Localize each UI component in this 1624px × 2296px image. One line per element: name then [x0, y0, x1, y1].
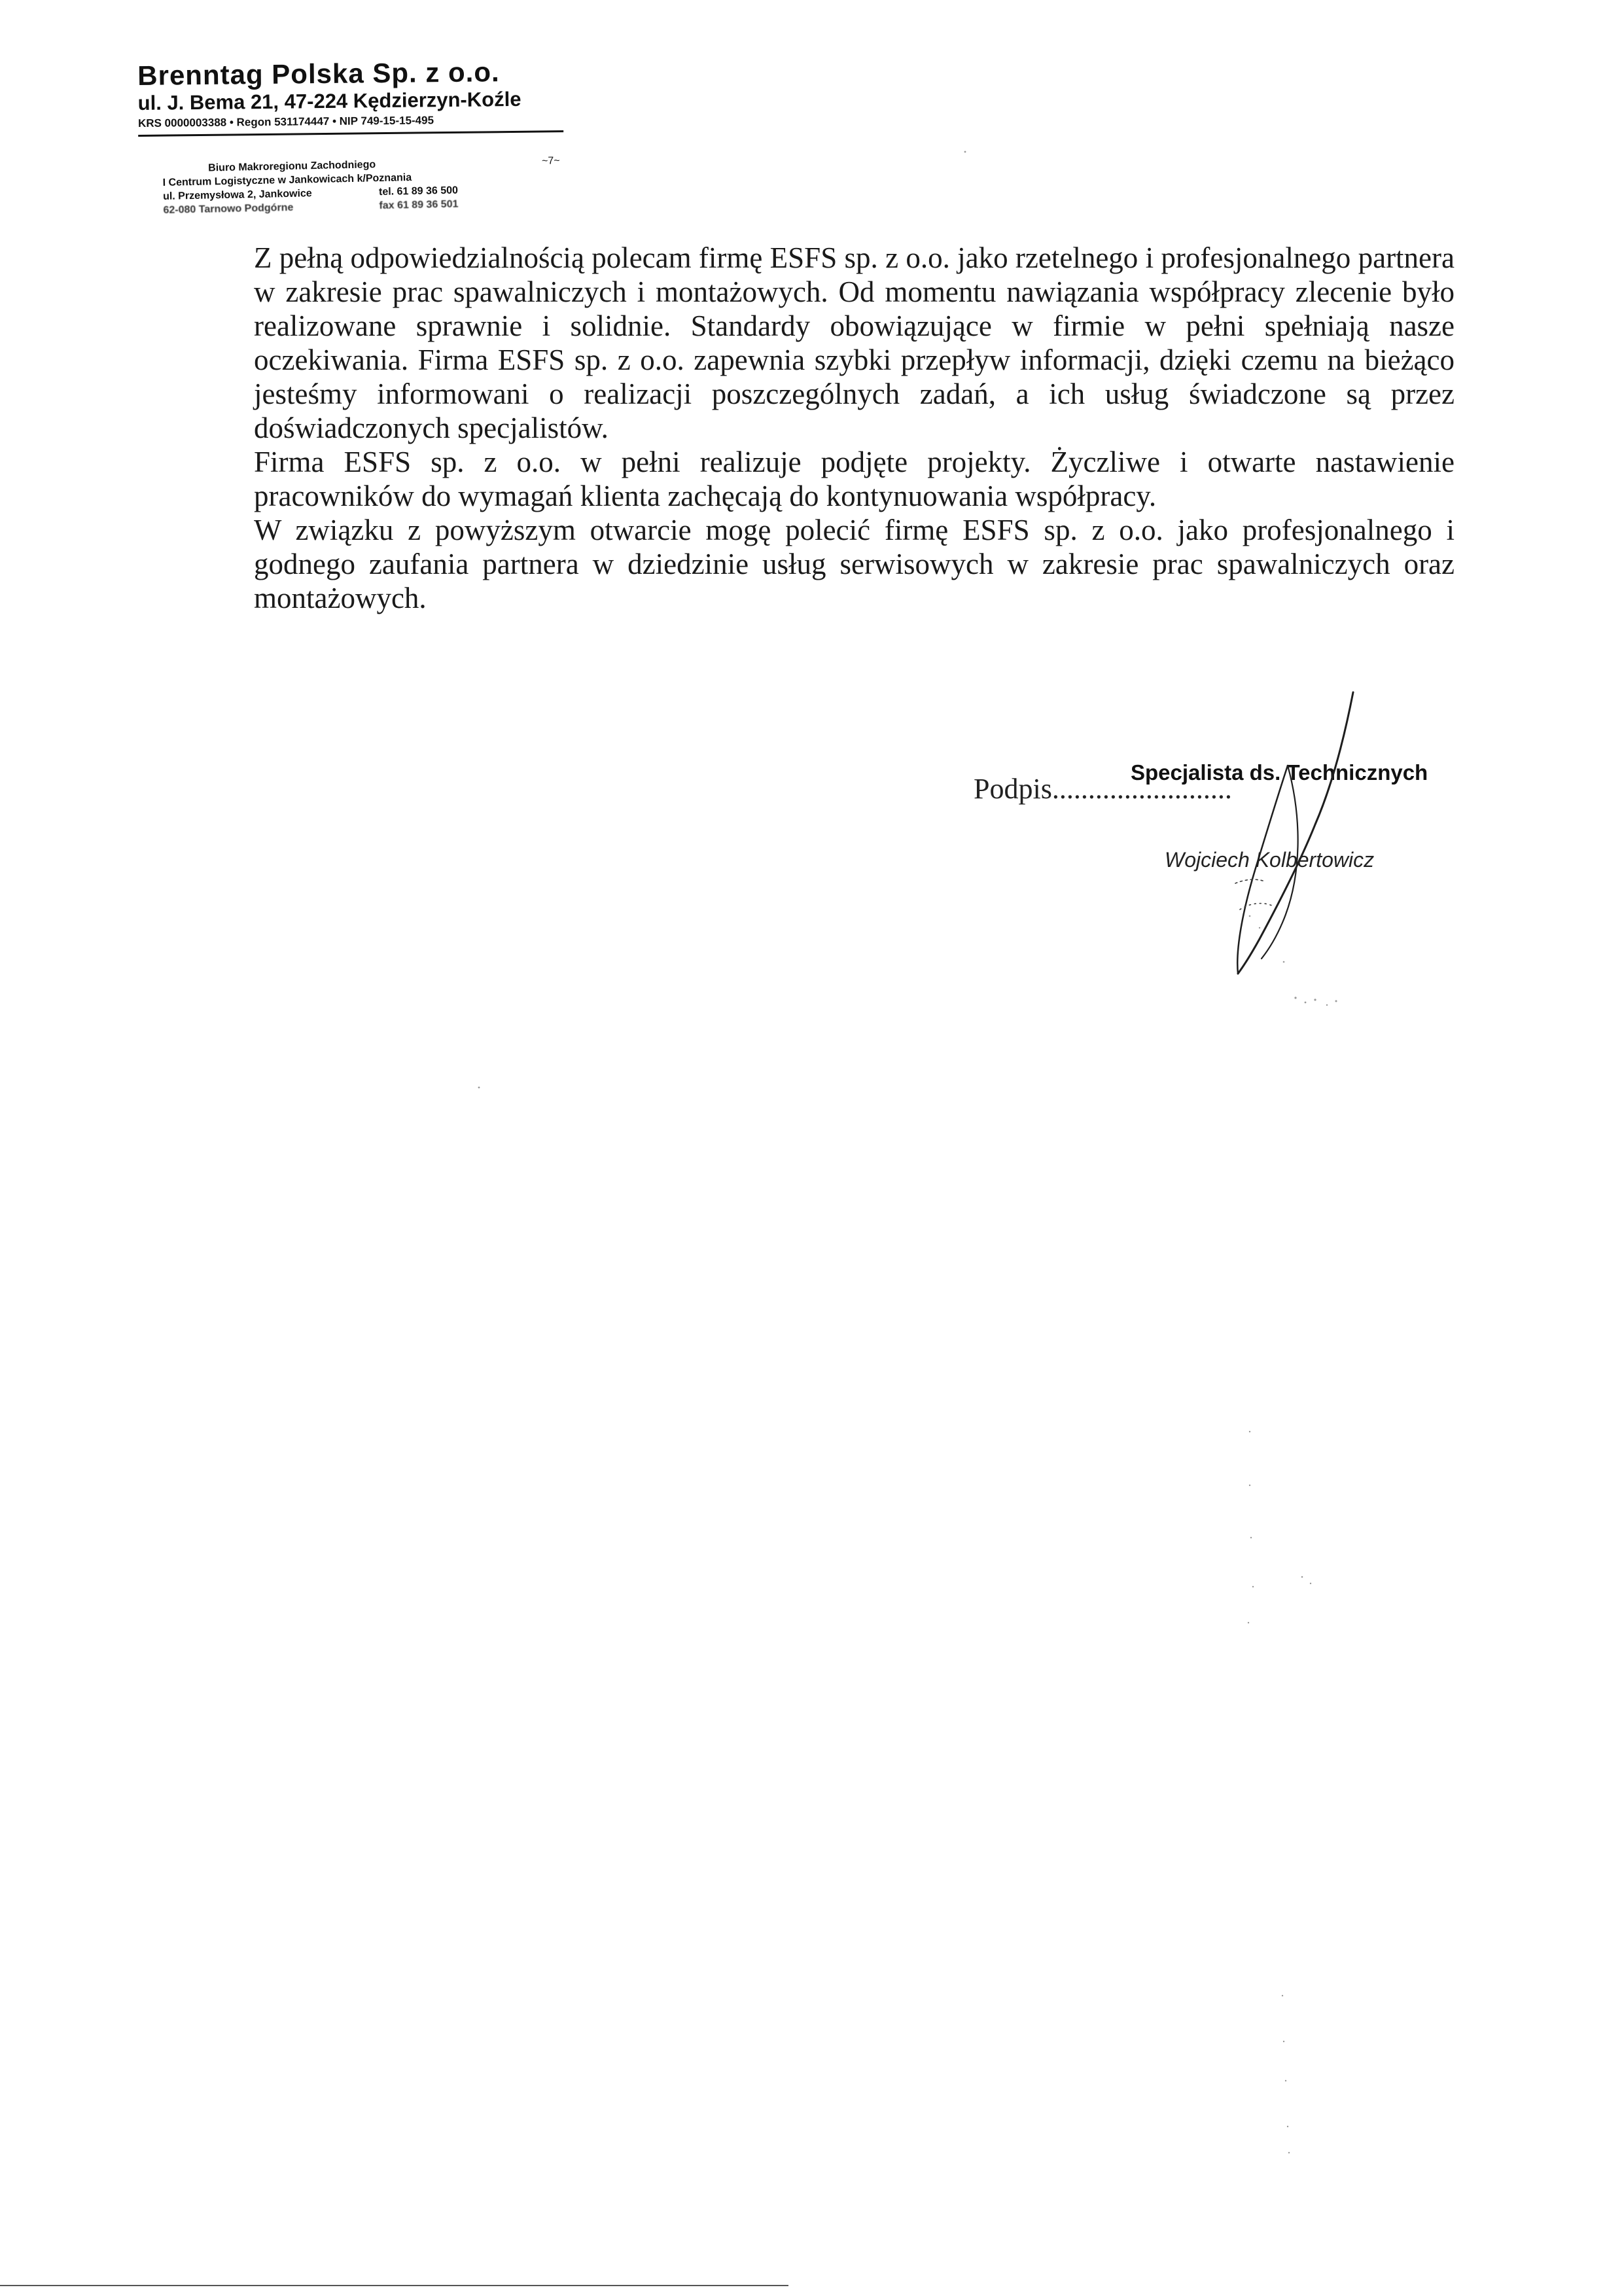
signature-label: Podpis......................... — [974, 773, 1232, 805]
signer-title-stamp: Specjalista ds. Technicznych — [1131, 760, 1428, 785]
letter-paragraph: Z pełną odpowiedzialnością polecam firmę ESFS sp. z o.o. jako rzetelnego i profesjonalnego partnera w zakresie prac spawalniczych i montażowych. Od momentu nawiązania współpracy zlecenie było realizowane sprawnie i solidnie. Standardy obowiązujące w firmie w pełni spełniają nasze oczekiwania. Firma ESFS sp. z o.o. zapewnia szybki przepływ informacji, dzięki czemu na bieżąco jesteśmy informowani o realizacji poszczególnych zadań, a ich usług świadczone są przez doświadczonych specjalistów. — [254, 241, 1455, 444]
office-stamp-line4: 62-080 Tarnowo Podgórne — [163, 202, 294, 216]
office-stamp-tel: tel. 61 89 36 500 — [378, 185, 459, 198]
company-header-stamp — [137, 56, 596, 137]
office-stamp-mark: ~7~ — [541, 155, 560, 167]
handwritten-signature — [1204, 687, 1374, 975]
bottom-scan-edge — [0, 2285, 788, 2286]
office-stamp-line3: ul. Przemysłowa 2, Jankowice — [162, 188, 312, 202]
office-stamp-line2: I Centrum Logistyczne w Jankowicach k/Poznania — [162, 172, 412, 188]
letter-paragraph: W związku z powyższym otwarcie mogę polecić firmę ESFS sp. z o.o. jako profesjonalnego i godnego zaufania partnera w dziedzinie usług serwisowych w zakresie prac spawalniczych oraz montażowych. — [254, 514, 1455, 614]
company-address: ul. J. Bema 21, 47-224 Kędzierzyn-Koźle — [137, 87, 521, 115]
company-name: Brenntag Polska Sp. z o.o. — [137, 56, 500, 91]
signer-name-stamp: Wojciech Kolbertowicz — [1165, 848, 1375, 872]
office-stamp-fax: fax 61 89 36 501 — [379, 198, 459, 212]
company-registry: KRS 0000003388 • Regon 531174447 • NIP 749-15-15-495 — [138, 112, 563, 137]
letter-paragraph: Firma ESFS sp. z o.o. w pełni realizuje podjęte projekty. Życzliwe i otwarte nastawienie pracowników do wymagań klienta zachęcają do kontynuowania współpracy. — [254, 446, 1455, 512]
letter-body — [254, 241, 1455, 615]
office-stamp-line1: Biuro Makroregionu Zachodniego — [208, 159, 376, 174]
office-stamp — [162, 154, 560, 217]
